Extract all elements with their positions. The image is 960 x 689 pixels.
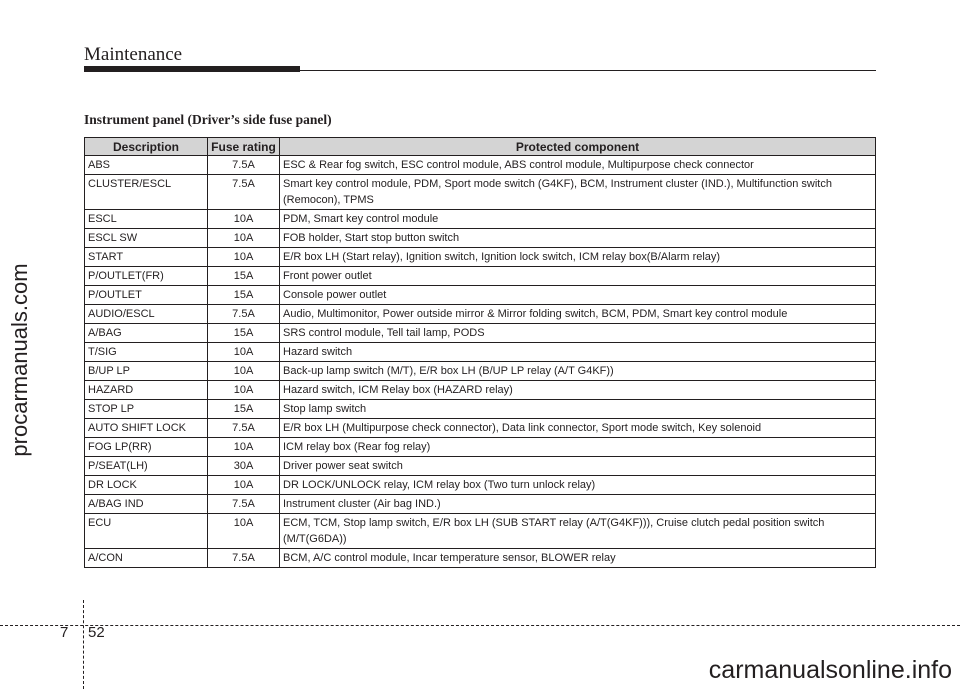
fuse-description-cell: ABS	[85, 156, 208, 175]
header-rule-thick	[84, 66, 300, 72]
protected-component-cell: Front power outlet	[280, 267, 876, 286]
protected-component-cell: DR LOCK/UNLOCK relay, ICM relay box (Two turn unlock relay)	[280, 476, 876, 495]
protected-component-cell: Hazard switch	[280, 343, 876, 362]
fuse-rating-cell: 10A	[208, 514, 280, 549]
section-title: Instrument panel (Driver’s side fuse panel)	[84, 112, 332, 127]
side-watermark-text: procarmanuals.com	[7, 263, 32, 457]
fuse-rating-cell: 15A	[208, 324, 280, 343]
table-row	[85, 457, 876, 476]
fuse-rating-cell: 10A	[208, 438, 280, 457]
column-header-description: Description	[85, 138, 208, 156]
protected-component-cell: BCM, A/C control module, Incar temperature sensor, BLOWER relay	[280, 549, 876, 568]
fuse-rating-cell: 10A	[208, 343, 280, 362]
fuse-description-cell: CLUSTER/ESCL	[85, 175, 208, 210]
protected-component-cell: Driver power seat switch	[280, 457, 876, 476]
table-row	[85, 267, 876, 286]
fuse-description-cell: P/OUTLET	[85, 286, 208, 305]
fuse-rating-cell: 30A	[208, 457, 280, 476]
protected-component-cell: PDM, Smart key control module	[280, 210, 876, 229]
table-row	[85, 324, 876, 343]
fuse-description-cell: ESCL SW	[85, 229, 208, 248]
fuse-rating-cell: 7.5A	[208, 549, 280, 568]
fuse-rating-cell: 10A	[208, 210, 280, 229]
fuse-description-cell: AUTO SHIFT LOCK	[85, 419, 208, 438]
table-row	[85, 156, 876, 175]
table-body	[85, 156, 876, 568]
footer-rule	[0, 625, 960, 626]
page-number: 52	[88, 624, 105, 641]
page-header-title: Maintenance	[84, 44, 183, 65]
fuse-rating-cell: 10A	[208, 248, 280, 267]
protected-component-cell: Audio, Multimonitor, Power outside mirror & Mirror folding switch, BCM, PDM, Smart key control module	[280, 305, 876, 324]
header-rule-thin	[300, 70, 876, 71]
fuse-rating-cell: 10A	[208, 362, 280, 381]
fuse-description-cell: A/CON	[85, 549, 208, 568]
fuse-rating-cell: 15A	[208, 286, 280, 305]
table-row	[85, 305, 876, 324]
table-row	[85, 343, 876, 362]
fuse-rating-cell: 7.5A	[208, 156, 280, 175]
protected-component-cell: Console power outlet	[280, 286, 876, 305]
table-row	[85, 495, 876, 514]
table-row	[85, 175, 876, 210]
table-row	[85, 286, 876, 305]
protected-component-cell: FOB holder, Start stop button switch	[280, 229, 876, 248]
protected-component-cell: ICM relay box (Rear fog relay)	[280, 438, 876, 457]
fuse-description-cell: STOP LP	[85, 400, 208, 419]
table-row	[85, 419, 876, 438]
protected-component-cell: Hazard switch, ICM Relay box (HAZARD relay)	[280, 381, 876, 400]
table-header-row	[85, 138, 876, 156]
fuse-description-cell: ECU	[85, 514, 208, 549]
table-row	[85, 362, 876, 381]
fuse-rating-cell: 15A	[208, 267, 280, 286]
fuse-rating-cell: 10A	[208, 476, 280, 495]
fuse-description-cell: START	[85, 248, 208, 267]
fuse-description-cell: DR LOCK	[85, 476, 208, 495]
table-row	[85, 248, 876, 267]
table-row	[85, 476, 876, 495]
chapter-number: 7	[60, 624, 69, 641]
table-row	[85, 400, 876, 419]
table-row	[85, 381, 876, 400]
fuse-table	[84, 137, 876, 568]
fuse-description-cell: AUDIO/ESCL	[85, 305, 208, 324]
protected-component-cell: Back-up lamp switch (M/T), E/R box LH (B/UP LP relay (A/T G4KF))	[280, 362, 876, 381]
column-header-protected-component: Protected component	[280, 138, 876, 156]
fuse-description-cell: B/UP LP	[85, 362, 208, 381]
bottom-watermark: carmanualsonline.info	[708, 656, 952, 684]
protected-component-cell: Instrument cluster (Air bag IND.)	[280, 495, 876, 514]
protected-component-cell: ECM, TCM, Stop lamp switch, E/R box LH (SUB START relay (A/T(G4KF))), Cruise clutch pedal position switch (M/T(G6DA))	[280, 514, 876, 549]
table-row	[85, 549, 876, 568]
column-header-fuse-rating: Fuse rating	[208, 138, 280, 156]
fuse-rating-cell: 15A	[208, 400, 280, 419]
fuse-description-cell: P/SEAT(LH)	[85, 457, 208, 476]
fuse-rating-cell: 10A	[208, 229, 280, 248]
fuse-rating-cell: 7.5A	[208, 305, 280, 324]
table-row	[85, 210, 876, 229]
footer-divider	[83, 600, 84, 689]
protected-component-cell: E/R box LH (Multipurpose check connector), Data link connector, Sport mode switch, Key solenoid	[280, 419, 876, 438]
fuse-description-cell: A/BAG	[85, 324, 208, 343]
fuse-description-cell: FOG LP(RR)	[85, 438, 208, 457]
fuse-rating-cell: 7.5A	[208, 419, 280, 438]
protected-component-cell: E/R box LH (Start relay), Ignition switch, Ignition lock switch, ICM relay box(B/Alarm relay)	[280, 248, 876, 267]
fuse-description-cell: P/OUTLET(FR)	[85, 267, 208, 286]
protected-component-cell: SRS control module, Tell tail lamp, PODS	[280, 324, 876, 343]
protected-component-cell: Smart key control module, PDM, Sport mode switch (G4KF), BCM, Instrument cluster (IND.), Multifunction switch (Remocon), TPMS	[280, 175, 876, 210]
fuse-description-cell: ESCL	[85, 210, 208, 229]
fuse-rating-cell: 7.5A	[208, 175, 280, 210]
fuse-rating-cell: 7.5A	[208, 495, 280, 514]
fuse-description-cell: A/BAG IND	[85, 495, 208, 514]
fuse-description-cell: T/SIG	[85, 343, 208, 362]
side-watermark	[0, 130, 40, 590]
table-row	[85, 514, 876, 549]
table-row	[85, 229, 876, 248]
fuse-rating-cell: 10A	[208, 381, 280, 400]
protected-component-cell: ESC & Rear fog switch, ESC control module, ABS control module, Multipurpose check connector	[280, 156, 876, 175]
protected-component-cell: Stop lamp switch	[280, 400, 876, 419]
fuse-description-cell: HAZARD	[85, 381, 208, 400]
table-row	[85, 438, 876, 457]
